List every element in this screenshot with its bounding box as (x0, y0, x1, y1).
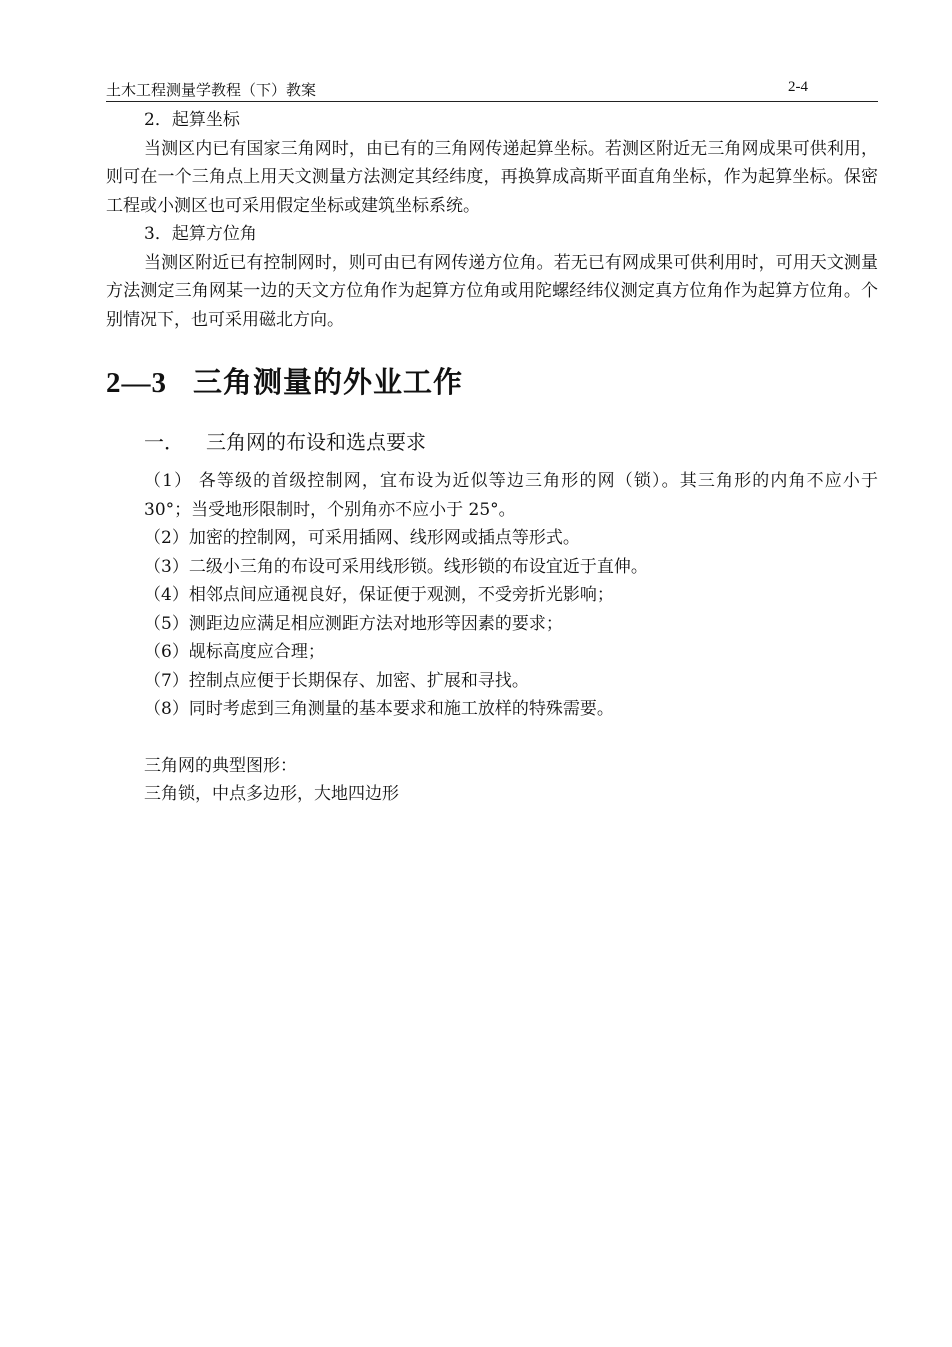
chapter-title: 三角测量的外业工作 (193, 365, 464, 399)
requirement-item: （6）觇标高度应合理； (144, 642, 325, 662)
typical-shapes-list: 三角锁，中点多边形，大地四边形 (144, 784, 399, 804)
requirement-item: （5）测距边应满足相应测距方法对地形等因素的要求； (144, 613, 563, 634)
header-page-number: 2-4 (788, 79, 808, 95)
section-heading-start-azimuth: 3．起算方位角 (144, 224, 257, 244)
document-body (106, 106, 878, 809)
page-header (106, 79, 878, 102)
requirement-item: （7）控制点应便于长期保存、加密、扩展和寻找。 (144, 670, 529, 691)
paragraph-start-coordinates: 当测区内已有国家三角网时，由已有的三角网传递起算坐标。若测区附近无三角网成果可供利用，则可在一个三角点上用天文测量方法测定其经纬度，再换算成高斯平面直角坐标，作为起算坐标。保密工程或小测区也可采用假定坐标或建筑坐标系统。 (106, 138, 878, 216)
chapter-number: 2—3 (106, 367, 167, 399)
requirement-item: （2）加密的控制网，可采用插网、线形网或插点等形式。 (144, 528, 580, 548)
section-heading-start-coordinates: 2．起算坐标 (144, 110, 240, 130)
requirement-item: （8）同时考虑到三角测量的基本要求和施工放样的特殊需要。 (144, 699, 614, 719)
subsection-number: 一． (144, 430, 184, 454)
header-title: 土木工程测量学教程（下）教案 (106, 81, 317, 99)
subsection-title: 三角网的布设和选点要求 (206, 430, 426, 454)
typical-shapes-label: 三角网的典型图形： (144, 755, 297, 776)
requirement-item: （1） 各等级的首级控制网，宜布设为近似等边三角形的网（锁）。其三角形的内角不应小于 30°；当受地形限制时，个别角亦不应小于 25°。 (144, 471, 878, 520)
requirement-item: （4）相邻点间应通视良好，保证便于观测，不受旁折光影响； (144, 585, 614, 605)
requirement-item: （3）二级小三角的布设可采用线形锁。线形锁的布设宜近于直伸。 (144, 556, 648, 577)
subsection-heading (144, 427, 878, 457)
spacer (106, 724, 878, 752)
paragraph-start-azimuth: 当测区附近已有控制网时，则可由已有网传递方位角。若无已有网成果可供利用时，可用天文测量方法测定三角网某一边的天文方位角作为起算方位角或用陀螺经纬仪测定真方位角作为起算方位角。个别情况下，也可采用磁北方向。 (106, 252, 878, 330)
chapter-heading (106, 362, 878, 403)
